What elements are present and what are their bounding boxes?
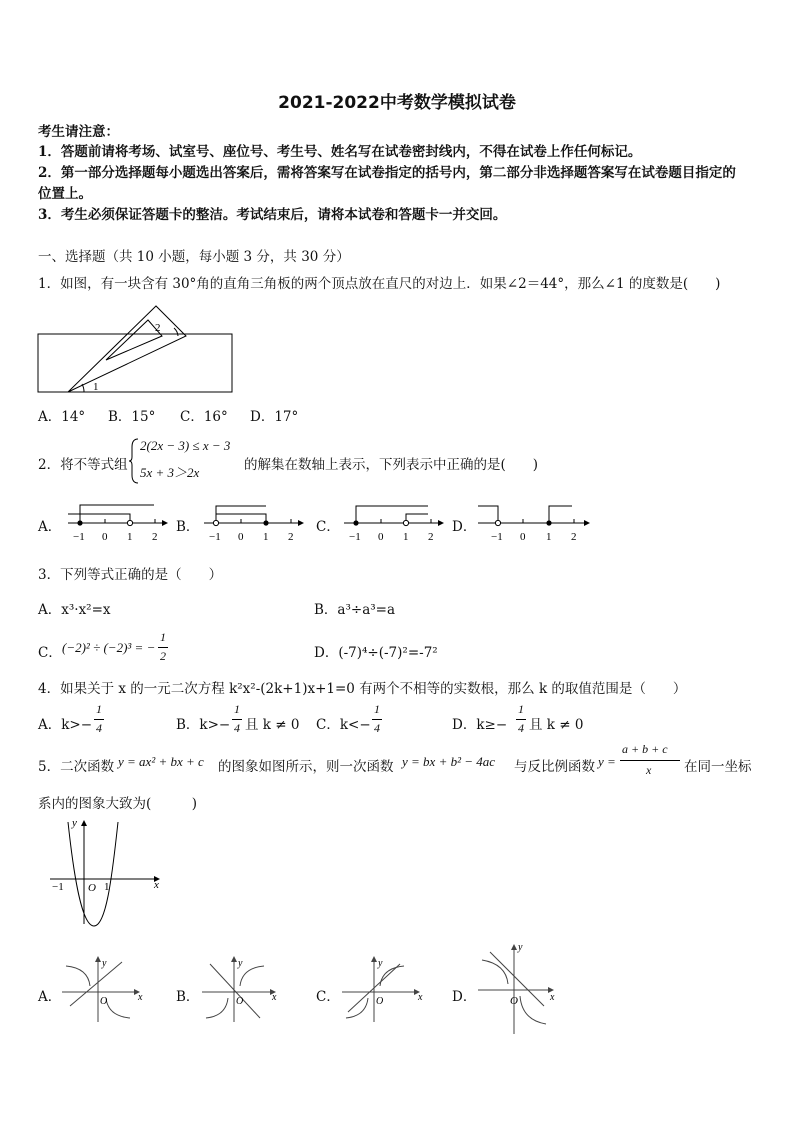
q5-option-c-letter: C． [316,989,340,1005]
q4-c-numerator: 1 [374,702,380,716]
q5-expr-inverse-numerator: a + b + c [622,742,668,756]
q5-option-c-graph [338,956,428,1026]
fraction-bar [94,719,104,720]
q4-a-denominator: 4 [96,721,102,735]
tick-label: 0 [378,531,384,543]
tick-label: 0 [520,531,526,543]
q1-option-a: A．14° [38,409,86,425]
tick-label: 1 [263,531,269,543]
q5-option-d-letter: D． [452,989,477,1005]
origin-label: O [510,995,518,1007]
q5-expr-inverse-lhs: y = [598,754,616,769]
q5-option-a-graph [58,956,148,1026]
tick-label: 0 [238,531,244,543]
q2-option-b-letter: B． [176,519,200,535]
q2-inequality-2: 5x + 3＞2x [140,465,200,480]
notice-item-3: 3．考生必须保证答题卡的整洁。考试结束后，请将本试卷和答题卡一并交回。 [38,207,507,223]
q2-option-a-numberline [64,502,168,546]
q2-option-d-numberline [474,502,594,546]
tick-label: −1 [349,531,361,543]
q5-option-a-letter: A． [38,989,62,1005]
x-axis-label: x [550,992,555,1003]
tick-label: 0 [102,531,108,543]
tick-label: 2 [288,531,294,543]
q5-option-b-letter: B． [176,989,200,1005]
x-axis-label: x [138,992,143,1003]
tick-label: −1 [491,531,503,543]
y-axis-label: y [102,958,107,969]
q3-stem: 3．下列等式正确的是（ ） [38,567,223,583]
q2-inequality-1: 2(2x − 3) ≤ x − 3 [140,438,231,453]
fraction-bar [516,719,526,720]
q5-expr-quadratic: y = ax² + bx + c [118,754,204,769]
tick-label: 1 [546,531,552,543]
x-axis-label: x [154,879,159,891]
q5-option-d-graph [474,938,564,1038]
q3-option-c-letter: C． [38,645,62,661]
q2-option-d-letter: D． [452,519,477,535]
q1-angle-2-label: 2 [155,322,161,334]
q4-c-denominator: 4 [374,721,380,735]
q4-option-d: D．k≥− [452,717,508,733]
q1-option-c: C．16° [180,409,228,425]
q4-option-b-tail: 且 k ≠ 0 [245,717,300,733]
x-axis-label: x [418,992,423,1003]
q5-stem-c: 与反比例函数 [514,759,595,775]
y-axis-label: y [72,818,77,829]
q2-option-c-numberline [340,502,444,546]
q3-option-a: A．x³·x²=x [38,602,111,618]
q5-stem-d: 在同一坐标 [684,759,752,775]
q1-option-b: B．15° [108,409,156,425]
tick-label: 2 [152,531,158,543]
exam-title: 2021-2022中考数学模拟试卷 [278,93,516,113]
fraction-bar [232,719,242,720]
q4-d-denominator: 4 [518,721,524,735]
q1-option-d: D．17° [250,409,299,425]
q2-stem-prefix: 2．将不等式组 [38,457,128,473]
notice-item-1: 1．答题前请将考场、试室号、座位号、考生号、姓名写在试卷密封线内，不得在试卷上作任何标记。 [38,144,642,160]
notice-item-2-cont: 位置上。 [38,186,92,202]
q2-option-a-letter: A． [38,519,62,535]
notice-item-2: 2．第一部分选择题每小题选出答案后，需将答案写在试卷指定的括号内，第二部分非选择题答案写在试卷题目指定的 [38,165,736,181]
q2-option-c-letter: C． [316,519,340,535]
q1-angle-1-label: 1 [93,381,99,393]
fraction-bar [158,647,168,648]
q3-option-c-expr: (−2)² ÷ (−2)³ = − [62,640,156,655]
origin-label: O [100,996,108,1007]
origin-label: O [236,996,244,1007]
tick-label: −1 [209,531,221,543]
q4-option-b: B．k>− [176,717,231,733]
q4-option-c: C．k<− [316,717,371,733]
section-heading: 一、选择题（共 10 小题，每小题 3 分，共 30 分） [38,249,350,265]
fraction-bar [372,719,382,720]
q4-option-d-tail: 且 k ≠ 0 [529,717,584,733]
tick-label: 2 [571,531,577,543]
q2-brace [128,437,140,485]
q4-b-numerator: 1 [234,702,240,716]
q1-stem: 1．如图，有一块含有 30°角的直角三角板的两个顶点放在直尺的对边上．如果∠2＝44°，那么∠1 的度数是( ) [38,276,721,292]
q3-option-d: D．(-7)⁴÷(-7)²=-7² [314,645,438,661]
origin-label: O [376,996,384,1007]
q5-parabola-figure [44,818,168,930]
origin-label: O [88,882,96,894]
q5-expr-inverse-denominator: x [646,763,652,777]
notice-heading: 考生请注意： [38,124,119,140]
tick-label-1: 1 [104,881,110,893]
q4-option-a: A．k>− [38,717,93,733]
fraction-bar [620,760,680,761]
q4-b-denominator: 4 [234,721,240,735]
q4-d-numerator: 1 [518,702,524,716]
y-axis-label: y [378,958,383,969]
q4-a-numerator: 1 [96,702,102,716]
q3-option-c-numerator: 1 [160,630,166,644]
x-axis-label: x [272,992,277,1003]
q5-expr-linear: y = bx + b² − 4ac [402,754,496,769]
q1-ruler-triangle-figure [36,298,236,398]
y-axis-label: y [238,958,243,969]
tick-label: 1 [403,531,409,543]
q5-option-b-graph [198,956,288,1026]
tick-label: 2 [428,531,434,543]
q5-stem-line2: 系内的图象大致为( ) [38,796,198,812]
q5-stem-b: 的图象如图所示，则一次函数 [218,759,394,775]
q4-stem: 4．如果关于 x 的一元二次方程 k²x²-(2k+1)x+1=0 有两个不相等的实数根，那么 k 的取值范围是（ ） [38,681,687,697]
q5-stem-a: 5．二次函数 [38,759,115,775]
q3-option-b: B．a³÷a³=a [314,602,396,618]
y-axis-label: y [518,942,523,953]
q3-option-c-denominator: 2 [160,649,166,663]
tick-label: 1 [127,531,133,543]
tick-label: −1 [73,531,85,543]
q2-stem-suffix: 的解集在数轴上表示，下列表示中正确的是( ) [244,457,539,473]
q2-option-b-numberline [200,502,304,546]
tick-label-neg1: −1 [52,881,64,893]
